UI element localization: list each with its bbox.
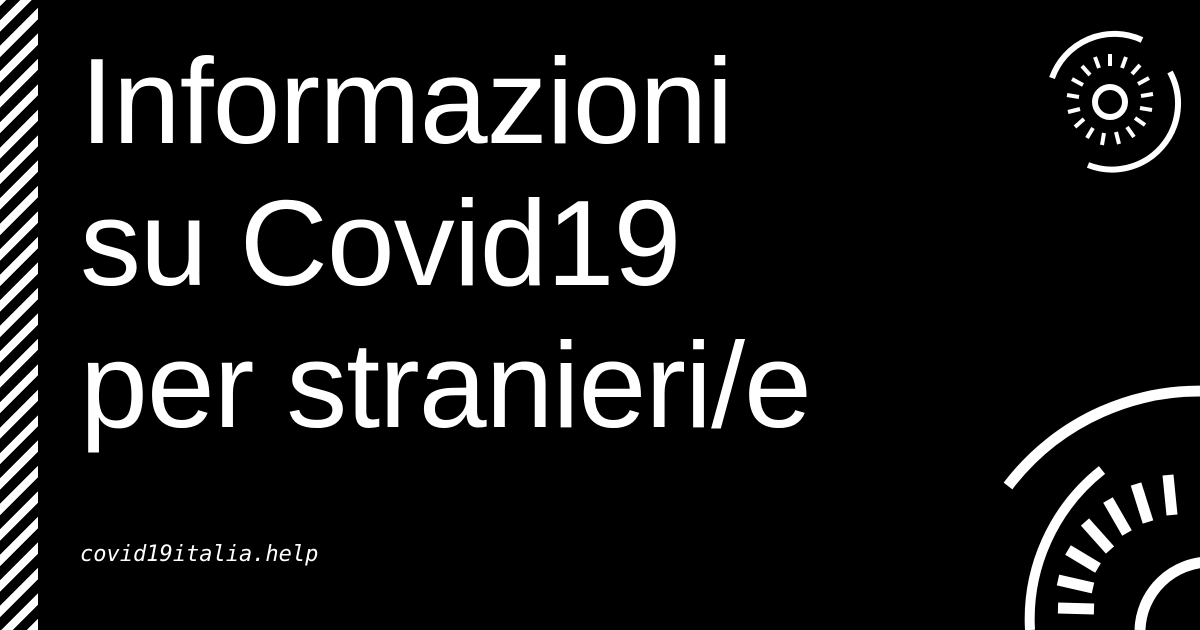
headline-line-3: per stranieri/e <box>80 317 811 453</box>
virus-rings-icon <box>1030 22 1190 182</box>
virus-rings-large-icon <box>990 380 1200 630</box>
headline-line-2: su Covid19 <box>80 175 681 311</box>
diagonal-stripe-border <box>0 0 38 630</box>
headline <box>80 30 811 456</box>
site-url[interactable]: covid19italia.help <box>80 542 319 567</box>
headline-line-1: Informazioni <box>80 33 733 169</box>
